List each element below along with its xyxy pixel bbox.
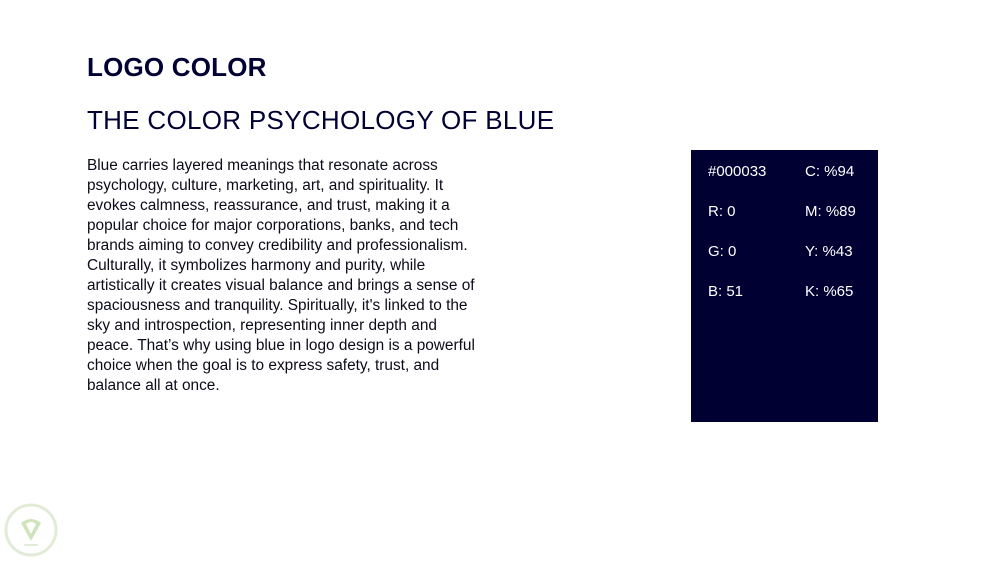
- swatch-hex-value: #000033: [708, 163, 767, 180]
- page-subtitle: THE COLOR PSYCHOLOGY OF BLUE: [87, 105, 555, 135]
- swatch-red-value: R: 0: [708, 203, 736, 220]
- swatch-cyan-value: C: %94: [805, 163, 855, 180]
- description-paragraph: Blue carries layered meanings that resonate across psychology, culture, marketing, art, and spirituality. It evokes calmness, reassurance, and trust, making it a popular choice for major corporations, banks, and tech brands aiming to convey credibility and professionalism. Culturally, it symbolizes harmony and purity, while artistically it creates visual balance and brings a sense of spaciousness and tranquility. Spiritually, it's linked to the sky and introspection, representing inner depth and peace. That’s why using blue in logo design is a powerful choice when the goal is to express safety, trust, and balance all at once.: [87, 157, 475, 394]
- page-title: LOGO COLOR: [87, 52, 267, 82]
- swatch-magenta-value: M: %89: [805, 203, 856, 220]
- swatch-green-value: G: 0: [708, 243, 737, 260]
- swatch-black-value: K: %65: [805, 283, 854, 300]
- swatch-blue-value: B: 51: [708, 283, 744, 300]
- color-swatch: [691, 150, 878, 422]
- swatch-yellow-value: Y: %43: [805, 243, 853, 260]
- leaf-logo-icon: [4, 503, 58, 557]
